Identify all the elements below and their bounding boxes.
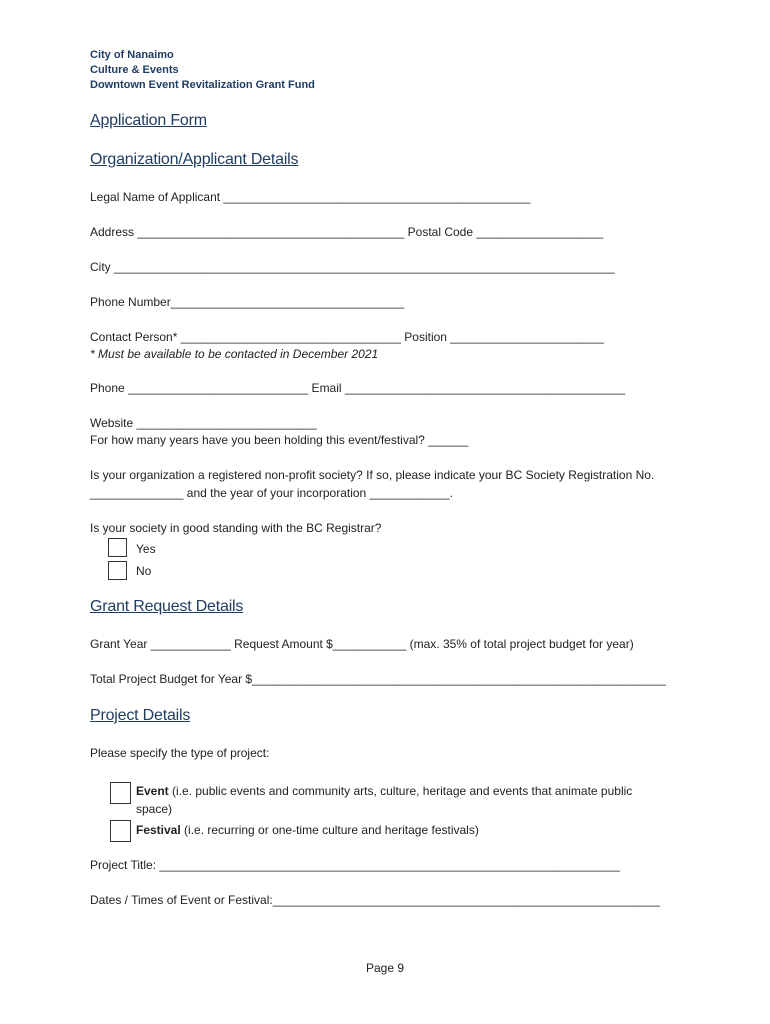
event-description-cont: space): [136, 802, 173, 816]
address-field[interactable]: Address ________________________________________ Postal Code ___________________: [90, 225, 604, 239]
project-title-field[interactable]: Project Title: _____________________________________________________________________: [90, 858, 620, 872]
phone-number-field[interactable]: Phone Number___________________________________: [90, 295, 405, 309]
event-checkbox[interactable]: [110, 782, 131, 804]
page-number: Page 9: [366, 961, 405, 975]
event-label: Event: [136, 784, 169, 798]
project-section-heading: Project Details: [90, 707, 191, 724]
no-checkbox[interactable]: [108, 561, 127, 580]
project-type-prompt: Please specify the type of project:: [90, 746, 270, 760]
years-holding-field[interactable]: For how many years have you been holding this event/festival? ______: [90, 433, 469, 447]
no-label: No: [136, 564, 152, 578]
form-title: Application Form: [90, 112, 207, 129]
event-option: [136, 783, 632, 800]
contact-person-field[interactable]: Contact Person* _________________________________ Position _______________________: [90, 330, 604, 344]
festival-checkbox[interactable]: [110, 820, 131, 842]
phone-email-field[interactable]: Phone ___________________________ Email __________________________________________: [90, 381, 626, 395]
society-registration-field[interactable]: ______________ and the year of your incorporation ____________.: [90, 486, 453, 500]
website-field[interactable]: Website ___________________________: [90, 416, 317, 430]
org-section-heading: Organization/Applicant Details: [90, 151, 299, 168]
legal-name-field[interactable]: Legal Name of Applicant ______________________________________________: [90, 190, 531, 204]
festival-option: [136, 822, 479, 839]
festival-description: (i.e. recurring or one-time culture and heritage festivals): [180, 823, 479, 837]
contact-note: * Must be available to be contacted in December 2021: [90, 347, 379, 361]
org-name: City of Nanaimo: [90, 49, 174, 61]
city-field[interactable]: City ___________________________________________________________________________: [90, 260, 615, 274]
yes-label: Yes: [136, 542, 156, 556]
dates-times-field[interactable]: Dates / Times of Event or Festival:__________________________________________________________: [90, 893, 660, 907]
total-budget-field[interactable]: Total Project Budget for Year $______________________________________________________________: [90, 672, 666, 686]
event-description: (i.e. public events and community arts, culture, heritage and events that animate public: [168, 784, 633, 798]
department-name: Culture & Events: [90, 64, 179, 76]
society-question: Is your organization a registered non-profit society? If so, please indicate your BC Society Registration No.: [90, 468, 655, 482]
festival-label: Festival: [136, 823, 181, 837]
yes-checkbox[interactable]: [108, 538, 127, 557]
grant-section-heading: Grant Request Details: [90, 598, 244, 615]
grant-year-field[interactable]: Grant Year ____________ Request Amount $___________ (max. 35% of total project budget for year): [90, 637, 634, 651]
fund-name: Downtown Event Revitalization Grant Fund: [90, 79, 315, 91]
good-standing-question: Is your society in good standing with the BC Registrar?: [90, 521, 382, 535]
